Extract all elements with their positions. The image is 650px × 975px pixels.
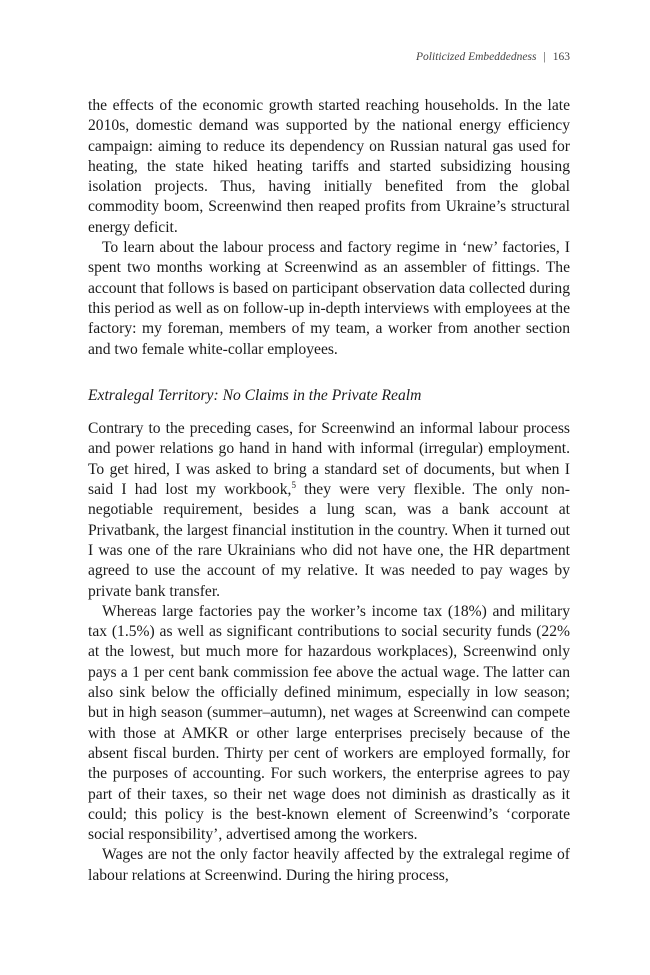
paragraph-continued: the effects of the economic growth started reaching households. In the late 2010s, domestic demand was supported by the national energy efficiency campaign: aiming to reduce its dependency on Russian natural gas used for heating, the state hiked heating tariffs and started subsidizing housing isolation projects. Thus, having initially benefited from the global commodity boom, Screenwind then reaped profits from Ukraine’s structural energy deficit. bbox=[88, 97, 570, 236]
paragraph-text: Contrary to the preceding cases, for Screenwind an informal labour process and power relations go hand in hand with informal (irregular) employment. To get hired, I was asked to bring a standard set of documents, but when I said I had lost my workbook, bbox=[88, 420, 570, 499]
page-number: 163 bbox=[552, 51, 570, 63]
paragraph: To learn about the labour process and factory regime in ‘new’ factories, I spent two months working at Screenwind as an assembler of fittings. The account that follows is based on participant observation data collected during this period as well as on follow-up in-depth interviews with employees at the factory: my foreman, members of my team, a worker from another section and two female white-collar employees. bbox=[88, 239, 570, 358]
section-heading: Extralegal Territory: No Claims in the Private Realm bbox=[88, 386, 422, 404]
paragraph bbox=[88, 419, 570, 602]
body-text bbox=[88, 96, 570, 886]
running-head-separator: | bbox=[543, 51, 546, 63]
running-head-title: Politicized Embeddedness bbox=[416, 51, 537, 63]
footnote-marker: 5 bbox=[291, 479, 296, 490]
paragraph: Whereas large factories pay the worker’s income tax (18%) and military tax (1.5%) as well as significant contributions to social security funds (22% at the lowest, but much more for hazardous workplaces), Screenwind only pays a 1 per cent bank commission fee above the actual wage. The latter can also sink below the officially defined minimum, especially in low season; but in high season (summer–autumn), net wages at Screenwind can compete with those at AMKR or other large enterprises precisely because of the absent fiscal burden. Thirty per cent of workers are employed formally, for the purposes of accounting. For such workers, the enterprise agrees to pay part of their taxes, so their net wage does not diminish as drastically as it could; this policy is the best-known element of Screenwind’s ‘corporate social responsibility’, advertised among the workers. bbox=[88, 602, 570, 844]
paragraph-text: they were very flexible. The only non-negotiable requirement, besides a lung scan, was a bank account at Privatbank, the largest financial institution in the country. When it turned out I was one of the rare Ukrainians who did not have one, the HR department agreed to use the account of my relative. It was needed to pay wages by private bank transfer. bbox=[88, 481, 570, 600]
running-head bbox=[416, 51, 570, 63]
paragraph: Wages are not the only factor heavily affected by the extralegal regime of labour relations at Screenwind. During the hiring process, bbox=[88, 846, 570, 884]
